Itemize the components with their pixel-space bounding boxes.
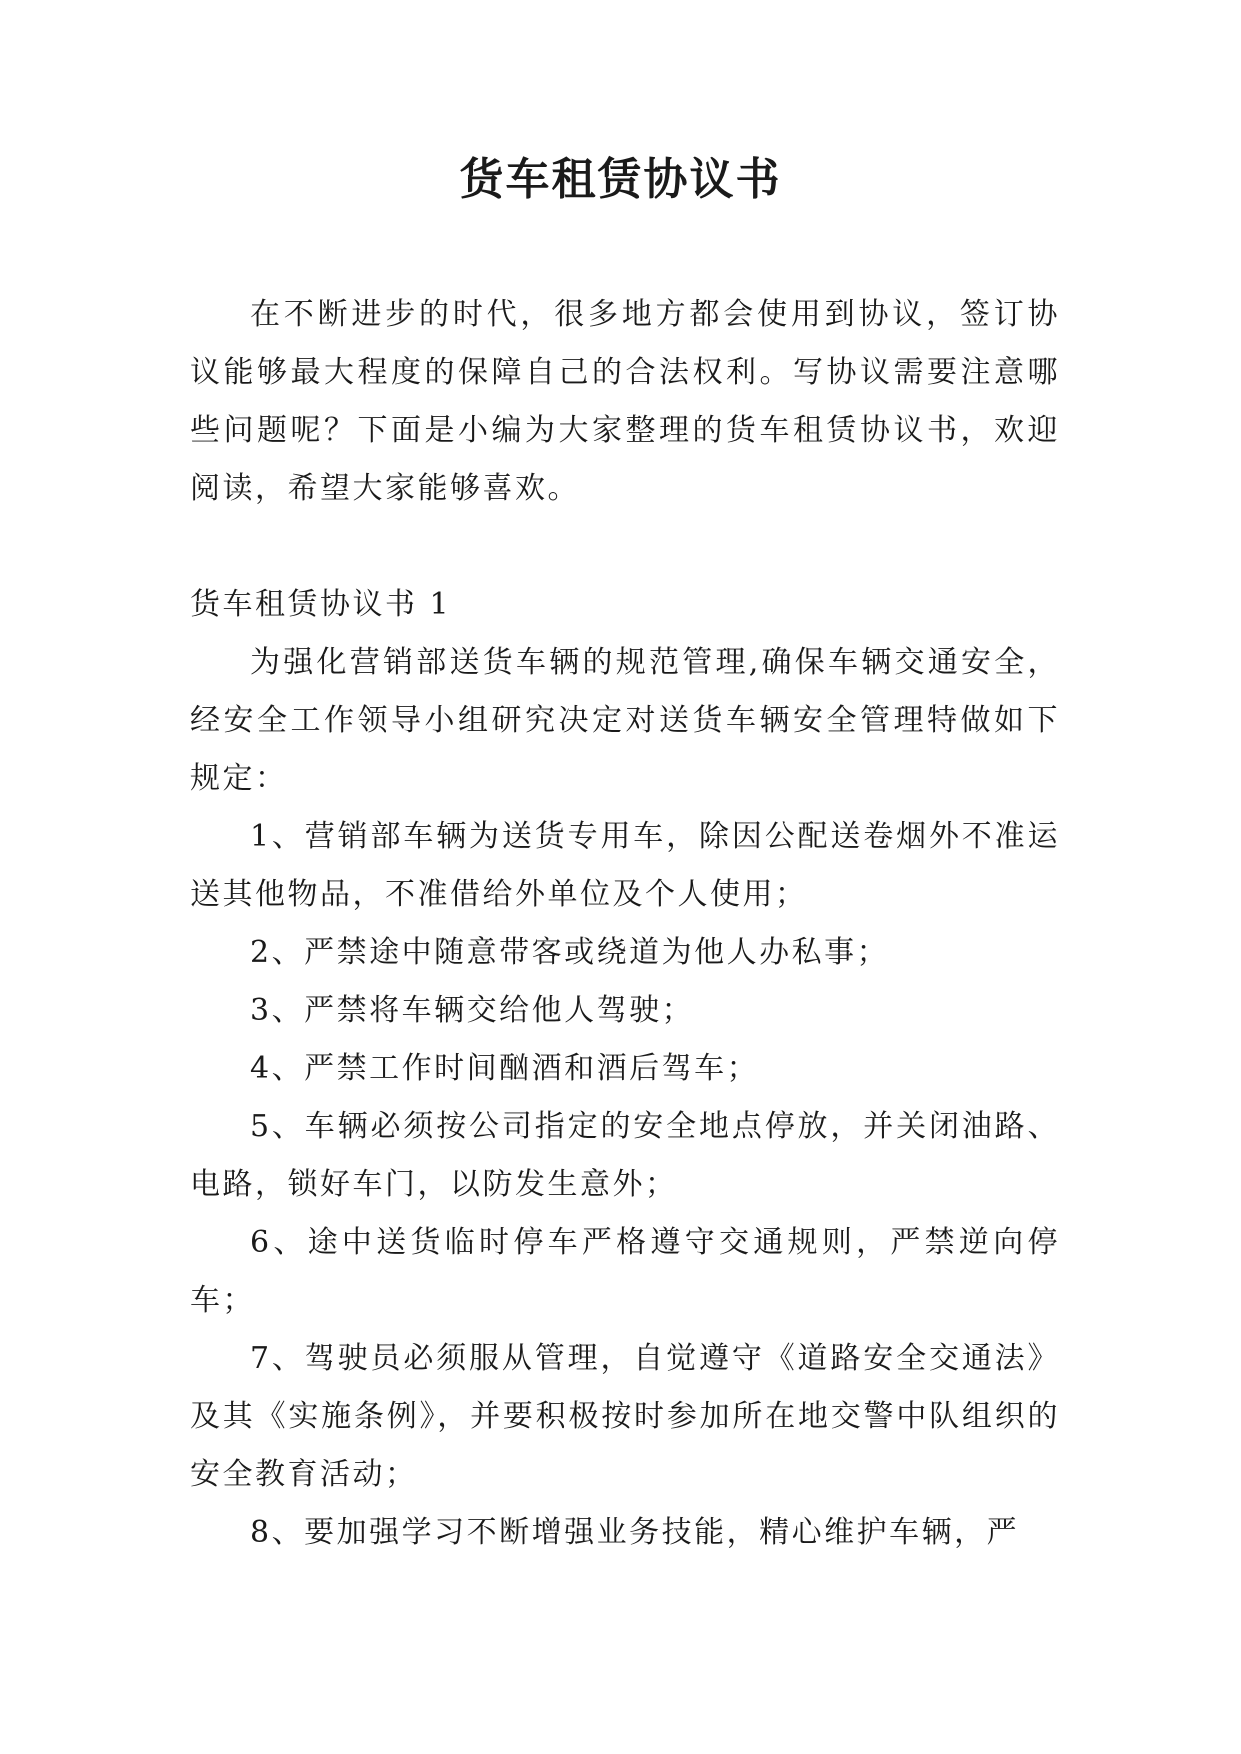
- section-heading: 货车租赁协议书 1: [190, 587, 452, 622]
- rule-item-3: 3、严禁将车辆交给他人驾驶；: [250, 993, 695, 1028]
- agreement-section: [190, 576, 1060, 1562]
- rule-item-5: 5、车辆必须按公司指定的安全地点停放，并关闭油路、电路，锁好车门，以防发生意外；: [190, 1109, 1060, 1202]
- rule-item-2: 2、严禁途中随意带客或绕道为他人办私事；: [250, 935, 890, 970]
- rule-item-4: 4、严禁工作时间酗酒和酒后驾车；: [250, 1051, 760, 1086]
- intro-paragraph: 在不断进步的时代，很多地方都会使用到协议，签订协议能够最大程度的保障自己的合法权利。写协议需要注意哪些问题呢？下面是小编为大家整理的货车租赁协议书，欢迎阅读，希望大家能够喜欢。: [190, 297, 1060, 506]
- rule-item-8: 8、要加强学习不断增强业务技能，精心维护车辆，严: [250, 1515, 1020, 1550]
- rule-item-7: 7、驾驶员必须服从管理，自觉遵守《道路安全交通法》及其《实施条例》，并要积极按时参加所在地交警中队组织的安全教育活动；: [190, 1341, 1060, 1492]
- rule-item-1: 1、营销部车辆为送货专用车，除因公配送卷烟外不准运送其他物品，不准借给外单位及个人使用；: [190, 819, 1060, 912]
- rule-item-6: 6、途中送货临时停车严格遵守交通规则，严禁逆向停车；: [190, 1225, 1060, 1318]
- intro-section: [190, 286, 1060, 518]
- document-title: 货车租赁协议书: [459, 154, 782, 205]
- preamble-paragraph: 为强化营销部送货车辆的规范管理,确保车辆交通安全，经安全工作领导小组研究决定对送货车辆安全管理特做如下规定：: [190, 645, 1060, 796]
